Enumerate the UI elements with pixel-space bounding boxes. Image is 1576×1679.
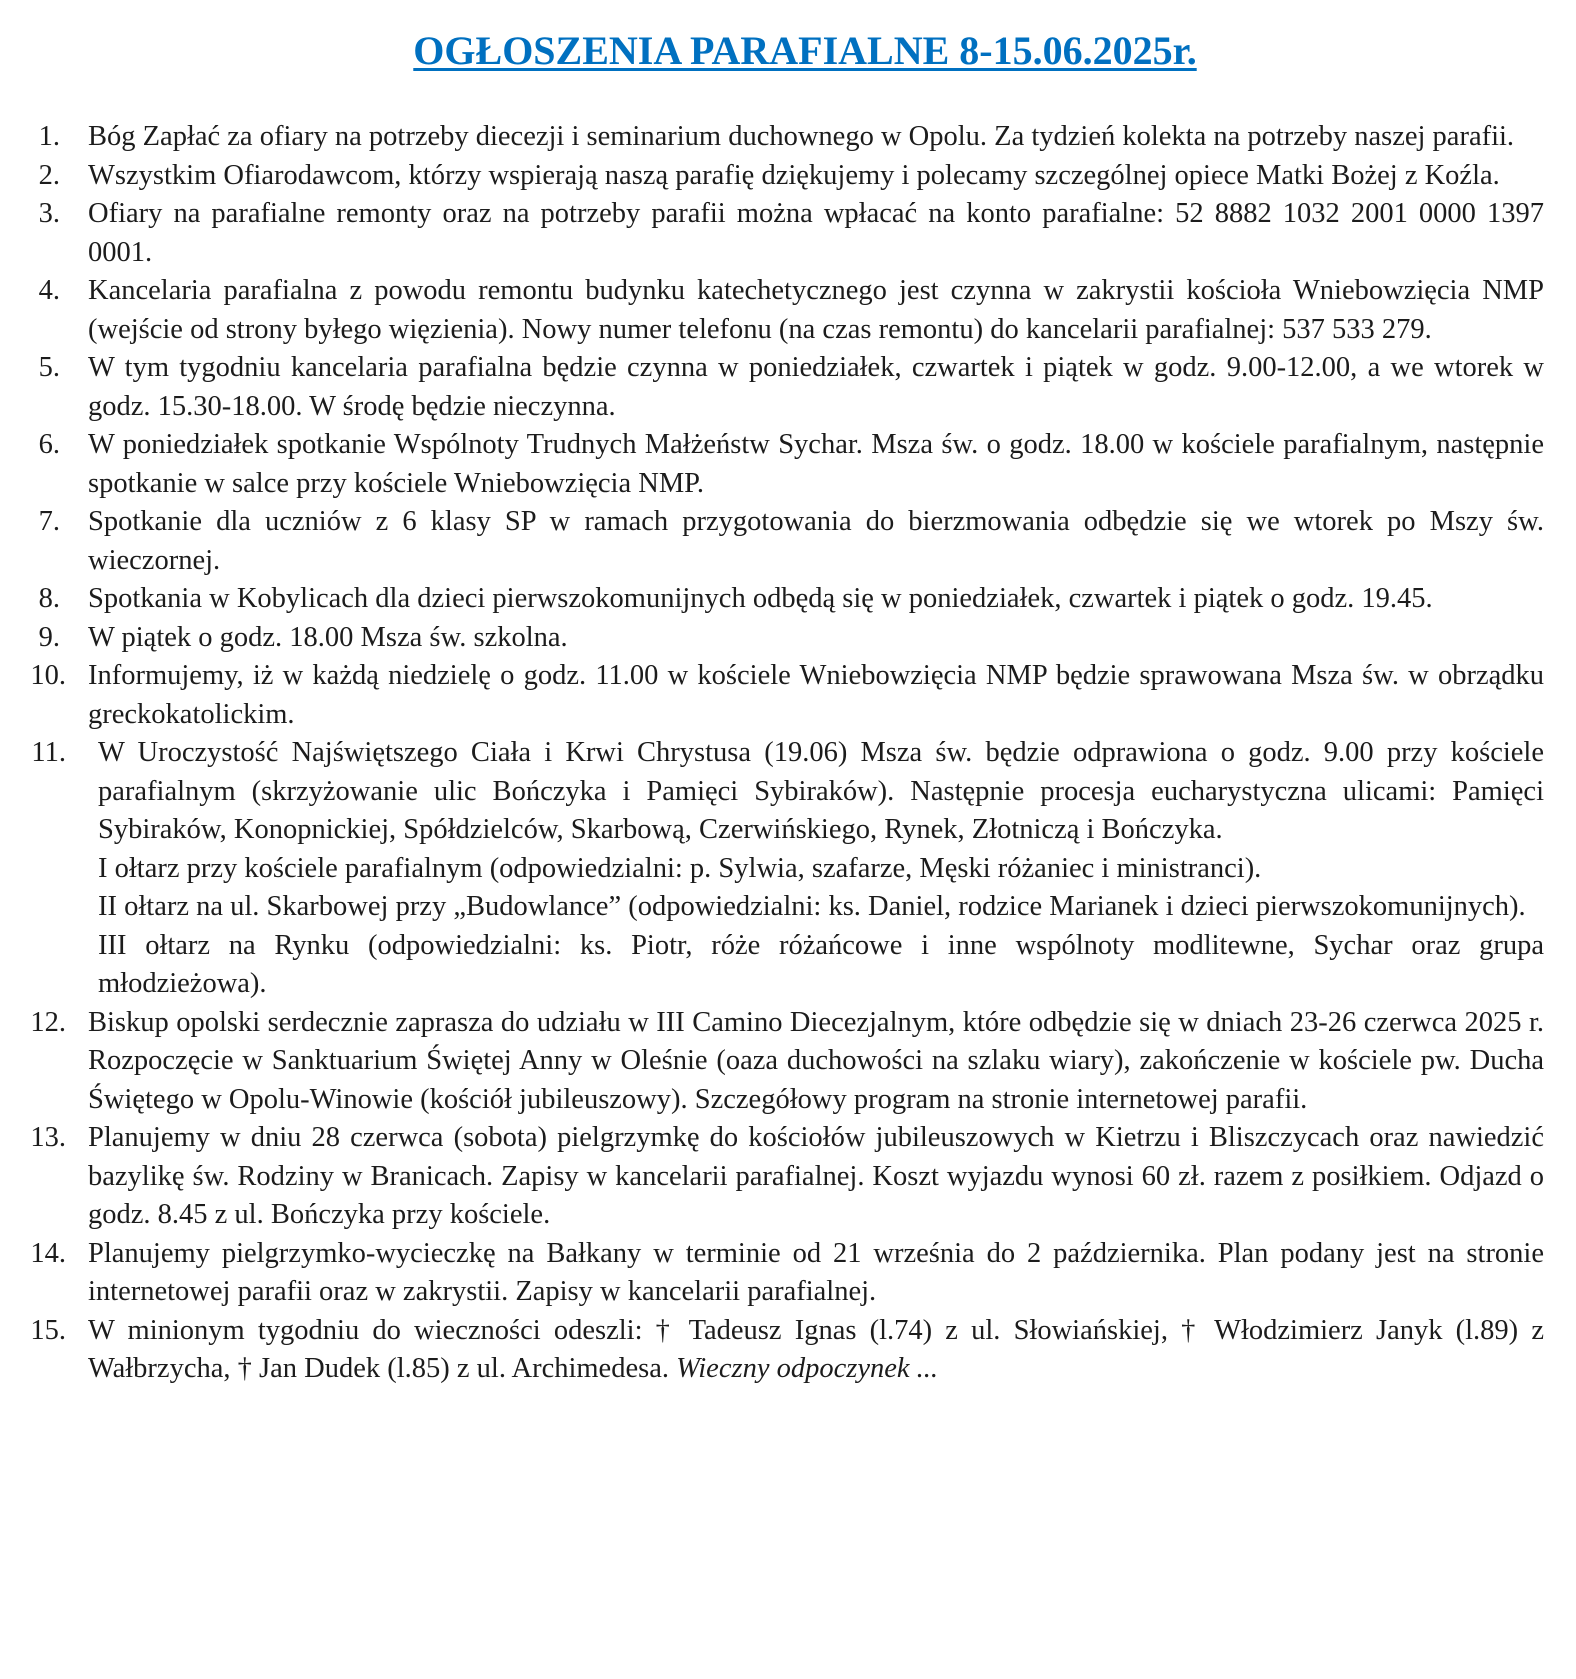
list-item <box>26 1004 1544 1120</box>
item-number: 12. <box>30 1006 66 1038</box>
item-number: 13. <box>30 1122 66 1153</box>
announcement-list <box>26 118 1544 1389</box>
item-text: Kancelaria parafialna z powodu remontu budynku katechetycznego jest czynna w zakrystii kościoła Wniebowzięcia NMP (wejście od strony byłego więzienia). Nowy numer telefonu (na czas remontu) do kancelarii parafialnej: 537 533 279. <box>88 275 1544 345</box>
item-number: 15. <box>30 1314 66 1346</box>
item-text: Bóg Zapłać za ofiary na potrzeby diecezji i seminarium duchownego w Opolu. Za tydzień kolekta na potrzeby naszej parafii. <box>88 121 1515 152</box>
item-text: Planujemy pielgrzymko-wycieczkę na Bałkany w terminie od 21 września do 2 października. Plan podany jest na stronie internetowej parafii oraz w zakrystii. Zapisy w kancelarii parafialnej. <box>88 1237 1544 1307</box>
item-text: Planujemy w dniu 28 czerwca (sobota) pielgrzymkę do kościołów jubileuszowych w Kietrzu i Bliszczycach oraz nawiedzić bazylikę św. Rodziny w Branicach. Zapisy w kancelarii parafialnej. Koszt wyjazdu wynosi 60 zł. razem z posiłkiem. Odjazd o godz. 8.45 z ul. Bończyka przy kościele. <box>88 1122 1544 1230</box>
altar-three-text: III ołtarz na Rynku (odpowiedzialni: ks. Piotr, róże różańcowe i inne wspólnoty modlitewne, Sychar oraz grupa młodzieżowa). <box>98 929 1544 999</box>
item-text: W tym tygodniu kancelaria parafialna będzie czynna w poniedziałek, czwartek i piątek w godz. 9.00-12.00, a we wtorek w godz. 15.30-18.00. W środę będzie nieczynna. <box>88 352 1544 422</box>
item-text-main: W minionym tygodniu do wieczności odeszli: † Tadeusz Ignas (l.74) z ul. Słowiańskiej, † Włodzimierz Janyk (l.89) z Wałbrzycha, † Jan Dudek (l.85) z ul. Archimedesa. <box>88 1314 1544 1384</box>
list-item <box>26 619 1544 658</box>
item-text: W piątek o godz. 18.00 Msza św. szkolna. <box>88 621 568 653</box>
closing-prayer-text: Wieczny odpoczynek ... <box>676 1353 939 1384</box>
list-item <box>26 195 1544 272</box>
item-text: Spotkania w Kobylicach dla dzieci pierwszokomunijnych odbędą się w poniedziałek, czwartek i piątek o godz. 19.45. <box>88 583 1433 614</box>
item-number: 1. <box>38 121 60 152</box>
item-number: 6. <box>38 429 60 460</box>
list-item <box>26 118 1544 157</box>
item-text: W poniedziałek spotkanie Wspólnoty Trudnych Małżeństw Sychar. Msza św. o godz. 18.00 w kościele parafialnym, następnie spotkanie w salce przy kościele Wniebowzięcia NMP. <box>88 429 1544 499</box>
altar-two-text: II ołtarz na ul. Skarbowej przy „Budowlance” (odpowiedzialni: ks. Daniel, rodzice Marianek i dzieci pierwszokomunijnych). <box>98 891 1526 922</box>
item-number: 11. <box>31 737 66 768</box>
item-number: 9. <box>38 621 60 653</box>
list-item <box>26 157 1544 196</box>
list-item <box>26 272 1544 349</box>
item-number: 2. <box>38 159 60 191</box>
item-number: 4. <box>38 275 60 306</box>
altar-one-text: I ołtarz przy kościele parafialnym (odpowiedzialni: p. Sylwia, szafarze, Męski różaniec i ministranci). <box>98 852 1262 884</box>
list-item <box>26 657 1544 734</box>
item-text: Informujemy, iż w każdą niedzielę o godz. 11.00 w kościele Wniebowzięcia NMP będzie sprawowana Msza św. w obrządku greckokatolickim. <box>88 660 1544 730</box>
item-text: Biskup opolski serdecznie zaprasza do udziału w III Camino Diecezjalnym, które odbędzie się w dniach 23-26 czerwca 2025 r. Rozpoczęcie w Sanktuarium Świętej Anny w Oleśnie (oaza duchowości na szlaku wiary), zakończenie w kościele pw. Ducha Świętego w Opolu-Winowie (kościół jubileuszowy). Szczegółowy program na stronie internetowej parafii. <box>88 1006 1544 1115</box>
list-item <box>26 503 1544 580</box>
page-title: OGŁOSZENIA PARAFIALNE 8-15.06.2025r. <box>413 28 1197 73</box>
item-number: 14. <box>30 1237 66 1269</box>
list-item <box>26 1235 1544 1312</box>
item-text: Ofiary na parafialne remonty oraz na potrzeby parafii można wpłacać na konto parafialne: 52 8882 1032 2001 0000 1397 0001. <box>88 198 1544 268</box>
item-number: 3. <box>38 198 60 229</box>
list-item <box>26 426 1544 503</box>
item-text <box>88 1312 1544 1389</box>
list-item <box>26 1119 1544 1235</box>
item-text: W Uroczystość Najświętszego Ciała i Krwi Chrystusa (19.06) Msza św. będzie odprawiona o godz. 9.00 przy kościele parafialnym (skrzyżowanie ulic Bończyka i Pamięci Sybiraków). Następnie procesja eucharystyczna ulicami: Pamięci Sybiraków, Konopnickiej, Spółdzielców, Skarbową, Czerwińskiego, Rynek, Złotniczą i Bończyka. <box>98 737 1544 845</box>
item-text: Spotkanie dla uczniów z 6 klasy SP w ramach przygotowania do bierzmowania odbędzie się we wtorek po Mszy św. wieczornej. <box>88 506 1544 576</box>
item-number: 8. <box>38 583 60 614</box>
item-number: 5. <box>38 352 60 383</box>
item-number: 7. <box>38 506 60 537</box>
list-item <box>26 734 1544 1004</box>
item-number: 10. <box>30 660 66 691</box>
item-text: Wszystkim Ofiarodawcom, którzy wspierają naszą parafię dziękujemy i polecamy szczególnej opiece Matki Bożej z Koźla. <box>88 159 1500 191</box>
list-item <box>26 1312 1544 1389</box>
list-item <box>26 580 1544 619</box>
list-item <box>26 349 1544 426</box>
